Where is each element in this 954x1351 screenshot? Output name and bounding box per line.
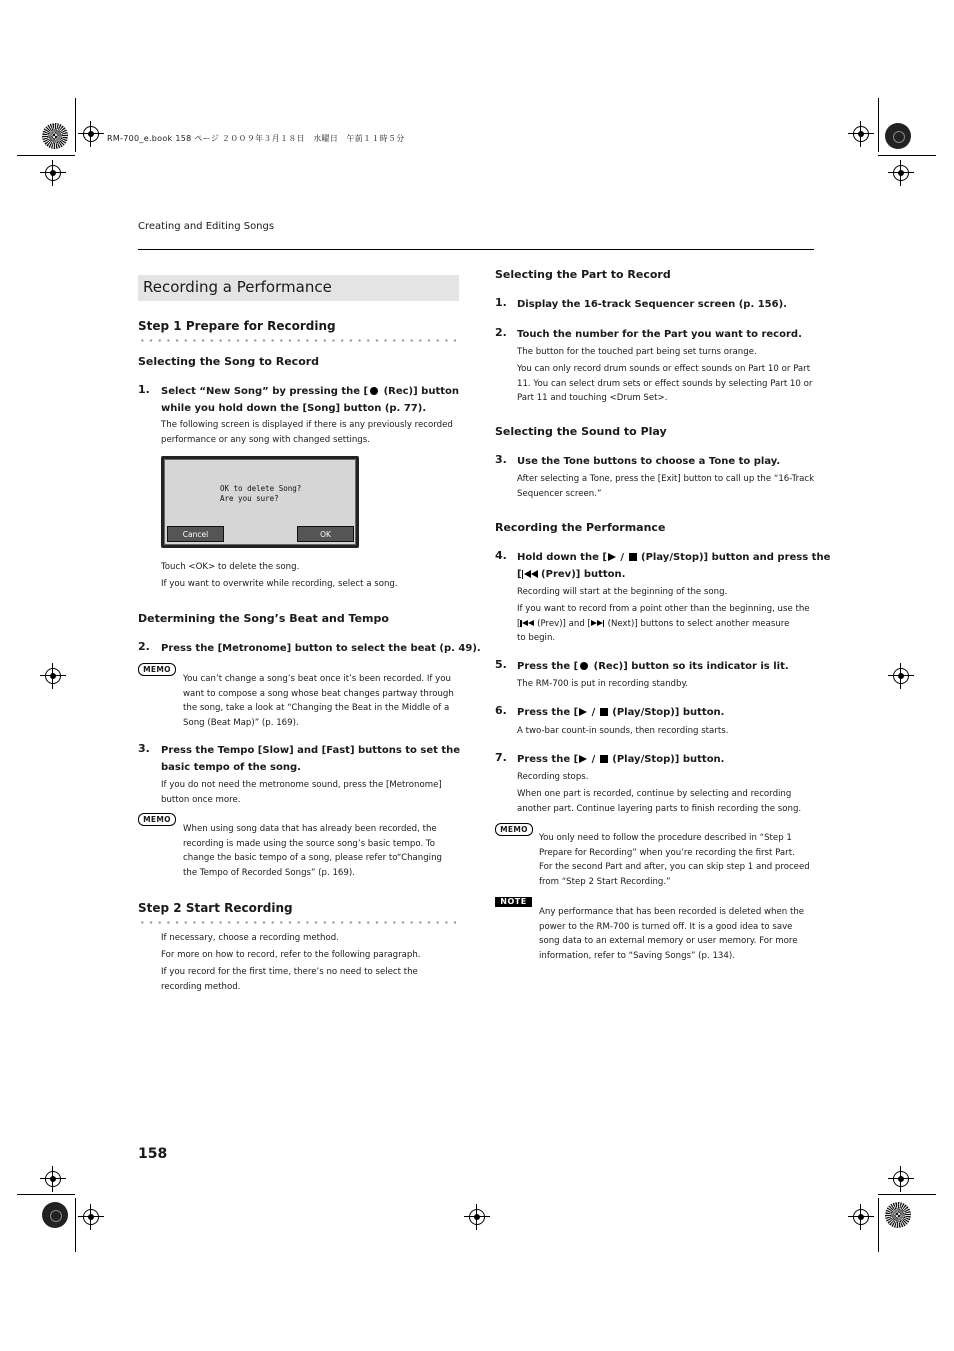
running-header: Creating and Editing Songs <box>138 221 275 232</box>
step-number: 1. <box>495 296 507 309</box>
registration-mark <box>853 126 869 142</box>
step-number: 5. <box>495 658 507 671</box>
rec-icon <box>580 662 588 670</box>
registration-mark <box>893 668 909 684</box>
step-instruction: Press the [ (Rec)] button so its indicator is lit. <box>517 661 789 672</box>
play-icon <box>579 708 587 716</box>
step-instruction: Select “New Song” by pressing the [ (Rec)] button while you hold down the [Song] button (p. 77). <box>161 386 460 414</box>
cancel-button: Cancel <box>167 526 224 542</box>
step-description: Recording will start at the beginning of the song. If you want to record from a point other than the beginning, use the [ (Prev)] and [ (Next)] buttons to select another measure to begin. <box>517 587 810 644</box>
color-wheel-mark <box>42 123 68 149</box>
step-number: 3. <box>138 742 150 755</box>
note-text: Any performance that has been recorded is deleted when the power to the RM-700 is turned off. It is a good idea to save song data to an external memory or user memory. For more information, refer to “Saving Songs” (p. 134). <box>539 907 805 961</box>
step-description: A two-bar count-in sounds, then recording starts. <box>517 726 729 736</box>
registration-mark <box>893 1171 909 1187</box>
step-description: Recording stops. When one part is recorded, continue by selecting and recording another part. Continue layering parts to finish recording the song. <box>517 772 802 814</box>
sound-heading: Selecting the Sound to Play <box>495 425 667 438</box>
file-info: RM-700_e.book 158 ページ ２００９年３月１８日 水曜日 午前１１時５分 <box>107 134 405 143</box>
step-instruction: Press the [ / (Play/Stop)] button. <box>517 754 725 765</box>
step-number: 2. <box>138 640 150 653</box>
step-number: 2. <box>495 326 507 339</box>
step-number: 4. <box>495 549 507 562</box>
memo-badge: MEMO <box>138 663 176 676</box>
memo-text: When using song data that has already been recorded, the recording is made using the source song’s basic tempo. To change the basic tempo of a song, please refer to“Changing the Tempo of Recorded Songs” (p. 169). <box>183 824 442 878</box>
step1-heading: Step 1 Prepare for Recording <box>138 319 336 333</box>
note-badge: NOTE <box>495 897 532 907</box>
color-wheel-mark <box>885 123 911 149</box>
song-heading: Selecting the Song to Record <box>138 355 320 368</box>
color-wheel-mark <box>885 1202 911 1228</box>
performance-heading: Recording the Performance <box>495 521 666 534</box>
step-instruction: Hold down the [ / (Play/Stop)] button and press the [ (Prev)] button. <box>517 552 831 580</box>
beat-tempo-heading: Determining the Song’s Beat and Tempo <box>138 612 389 625</box>
step-description: After selecting a Tone, press the [Exit] button to call up the “16-Track Sequencer screen.” <box>517 474 815 499</box>
memo-badge: MEMO <box>138 813 176 826</box>
step2-description: If necessary, choose a recording method. For more on how to record, refer to the following paragraph. If you record for the first time, there’s no need to select the recording method. <box>161 933 421 992</box>
step-number: 3. <box>495 453 507 466</box>
header-rule <box>138 249 814 250</box>
dialog-message: OK to delete Song? Are you sure? <box>220 484 302 503</box>
ok-button: OK <box>297 526 354 542</box>
step-number: 7. <box>495 751 507 764</box>
rec-icon <box>370 387 378 395</box>
step-number: 1. <box>138 383 150 396</box>
color-wheel-mark <box>42 1202 68 1228</box>
registration-mark <box>853 1209 869 1225</box>
confirm-dialog-screenshot <box>161 456 359 548</box>
section-title: Recording a Performance <box>143 278 332 296</box>
step-description: The button for the touched part being set turns orange. You can only record drum sounds or effect sounds on Part 10 or Part 11. You can select drum sets or effect sounds by selecting Part 10 or Part 11 and touching <Drum Set>. <box>517 347 813 404</box>
step-instruction: Touch the number for the Part you want to record. <box>517 329 802 340</box>
step-instruction: Use the Tone buttons to choose a Tone to play. <box>517 456 781 467</box>
registration-mark <box>469 1209 485 1225</box>
section-title-bar <box>138 275 459 301</box>
registration-mark <box>83 1209 99 1225</box>
step-instruction: Press the [ / (Play/Stop)] button. <box>517 707 725 718</box>
dotted-rule <box>138 921 456 924</box>
memo-text: You can’t change a song’s beat once it’s been recorded. If you want to compose a song whose beat changes partway through the song, take a look at “Changing the Beat in the Middle of a Song (Beat Map)” (p. 169). <box>183 674 454 728</box>
step-description: Touch <OK> to delete the song. If you want to overwrite while recording, select a song. <box>161 562 398 590</box>
page-number: 158 <box>138 1146 168 1162</box>
stop-icon <box>600 708 608 716</box>
step-number: 6. <box>495 704 507 717</box>
registration-mark <box>45 1171 61 1187</box>
step-instruction: Press the [Metronome] button to select the beat (p. 49). <box>161 643 481 654</box>
dotted-rule <box>138 339 456 342</box>
step-instruction: Press the Tempo [Slow] and [Fast] buttons to set the basic tempo of the song. <box>161 745 461 773</box>
step-description: If you do not need the metronome sound, press the [Metronome] button once more. <box>161 780 442 805</box>
memo-text: You only need to follow the procedure described in “Step 1 Prepare for Recording” when you’re recording the first Part. For the second Part and after, you can skip step 1 and proceed from “Step 2 Start Recording.” <box>539 833 810 887</box>
registration-mark <box>893 165 909 181</box>
play-icon <box>608 553 616 561</box>
registration-mark <box>45 165 61 181</box>
part-heading: Selecting the Part to Record <box>495 268 671 281</box>
step-instruction: Display the 16-track Sequencer screen (p. 156). <box>517 299 787 310</box>
step-description: The RM-700 is put in recording standby. <box>517 679 689 689</box>
registration-mark <box>83 126 99 142</box>
stop-icon <box>629 553 637 561</box>
step-description: The following screen is displayed if there is any previously recorded performance or any song with changed settings. <box>161 420 453 445</box>
play-icon <box>579 755 587 763</box>
registration-mark <box>45 668 61 684</box>
stop-icon <box>600 755 608 763</box>
step2-heading: Step 2 Start Recording <box>138 901 293 915</box>
memo-badge: MEMO <box>495 823 533 836</box>
